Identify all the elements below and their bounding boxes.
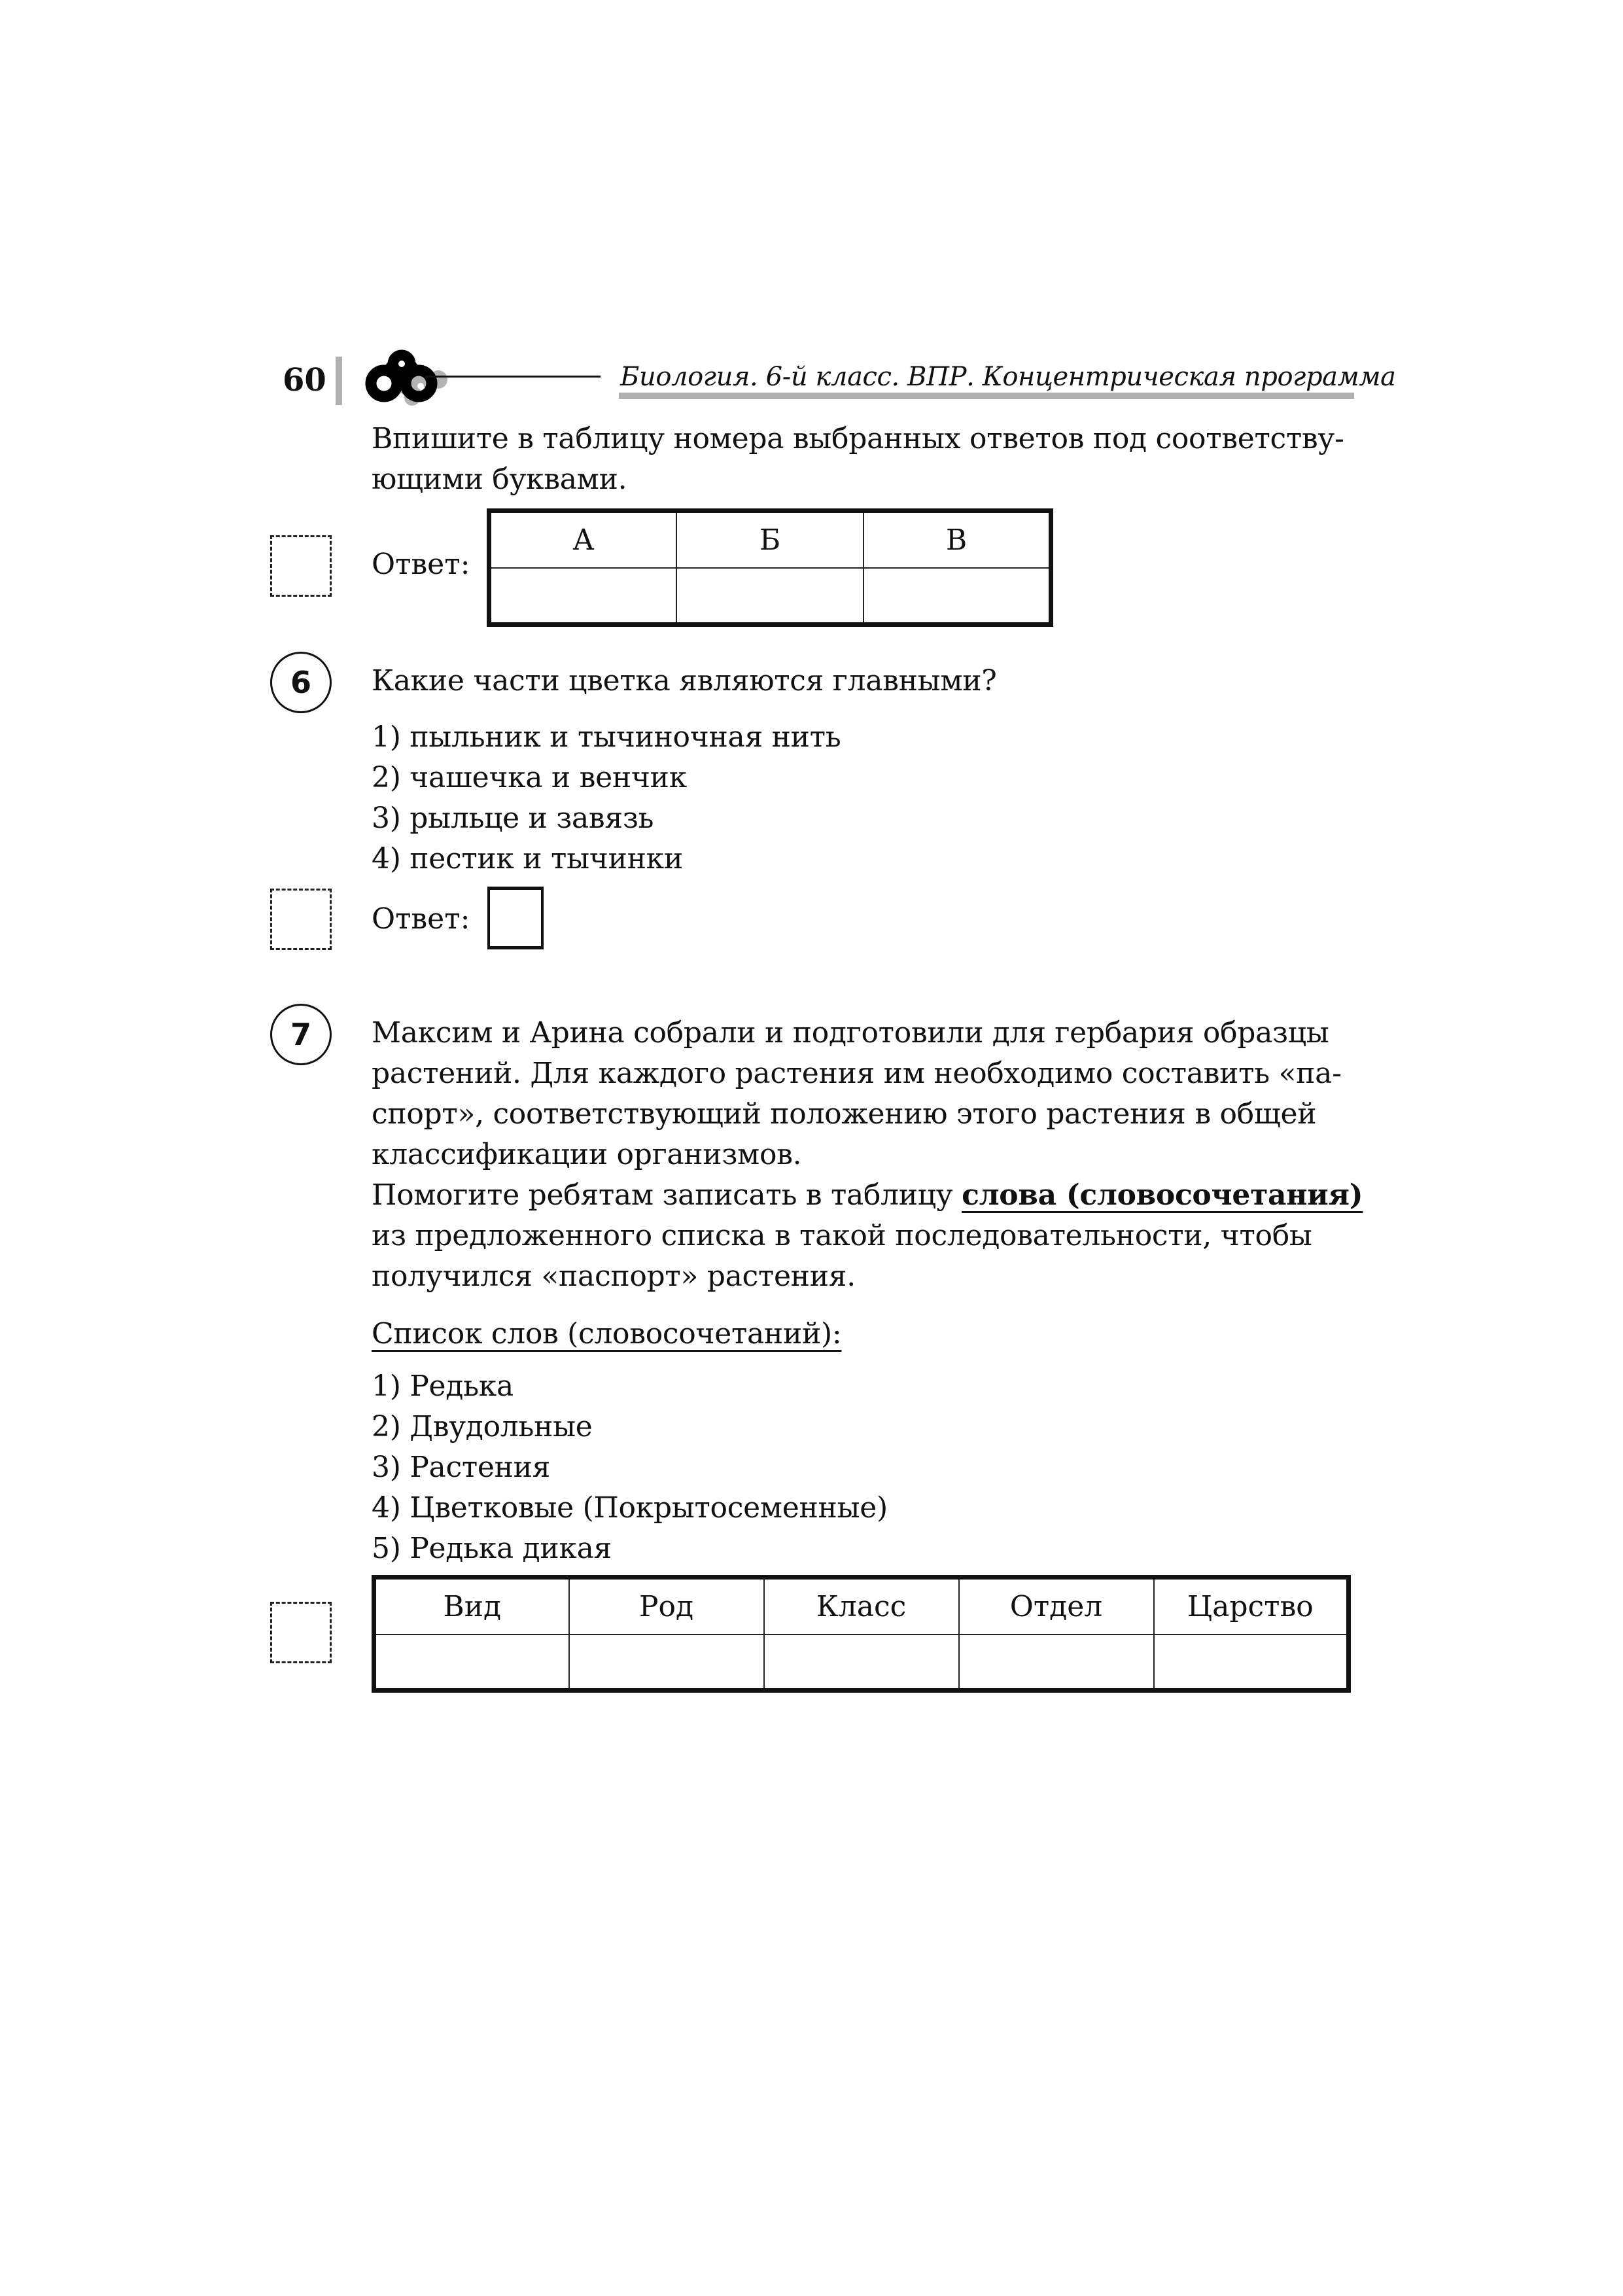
task5-header-b: Б xyxy=(676,511,864,568)
task6-number-badge xyxy=(270,652,332,713)
task6-option-1: 1) пыльник и тычиночная нить xyxy=(372,720,841,754)
task7-instruction-line-3: получился «паспорт» растения. xyxy=(372,1260,856,1293)
task7-list-item-4: 4) Цветковые (Покрытосеменные) xyxy=(372,1491,888,1525)
task6-answer-box[interactable] xyxy=(487,887,544,949)
task7-header-kingdom: Царство xyxy=(1154,1578,1349,1634)
task7-instruction-line-1 xyxy=(372,1175,1363,1216)
task7-paragraph-line-4: классификации организмов. xyxy=(372,1138,802,1171)
task7-instruction-emphasis: слова (словосочетания) xyxy=(962,1178,1363,1212)
task7-list-item-3: 3) Растения xyxy=(372,1451,551,1484)
task7-list-item-2: 2) Двудольные xyxy=(372,1410,593,1443)
task7-instruction-line-2: из предложенного списка в такой последовательности, чтобы xyxy=(372,1219,1312,1252)
task7-answer-cell-division[interactable] xyxy=(959,1634,1154,1691)
task5-header-a: А xyxy=(489,511,676,568)
task7-paragraph-line-2: растений. Для каждого растения им необходимо составить «па- xyxy=(372,1057,1342,1090)
task5-answer-label: Ответ: xyxy=(372,548,470,581)
task5-header-v: В xyxy=(864,511,1051,568)
task7-answer-table xyxy=(372,1575,1351,1693)
task6-option-3: 3) рыльце и завязь xyxy=(372,802,654,835)
task6-answer-label: Ответ: xyxy=(372,902,470,936)
running-header-title: Биология. 6-й класс. ВПР. Концентрическая программа xyxy=(620,362,1396,392)
task7-header-genus: Род xyxy=(569,1578,764,1634)
task5-answer-cell-a[interactable] xyxy=(489,568,676,625)
task7-paragraph-line-1: Максим и Арина собрали и подготовили для гербария образцы xyxy=(372,1016,1329,1050)
task6-option-4: 4) пестик и тычинки xyxy=(372,842,683,875)
page-number: 60 xyxy=(283,362,326,398)
task7-header-class: Класс xyxy=(764,1578,959,1634)
task7-header-division: Отдел xyxy=(959,1578,1154,1634)
task7-score-box[interactable] xyxy=(270,1602,332,1663)
task7-number: 7 xyxy=(290,1017,311,1052)
task7-list-item-5: 5) Редька дикая xyxy=(372,1532,612,1565)
header-rule xyxy=(425,376,601,378)
task5-instruction-line-2: ющими буквами. xyxy=(372,463,627,496)
task7-list-title: Список слов (словосочетаний): xyxy=(372,1317,842,1351)
task6-option-2: 2) чашечка и венчик xyxy=(372,761,687,794)
header-divider-bar xyxy=(336,357,342,405)
header-underline xyxy=(619,393,1354,399)
task5-answer-cell-v[interactable] xyxy=(864,568,1051,625)
task7-answer-cell-species[interactable] xyxy=(374,1634,569,1691)
task5-score-box[interactable] xyxy=(270,535,332,597)
task7-number-badge xyxy=(270,1004,332,1065)
task5-answer-cell-b[interactable] xyxy=(676,568,864,625)
task7-header-species: Вид xyxy=(374,1578,569,1634)
task7-instruction-prefix: Помогите ребятам записать в таблицу xyxy=(372,1178,962,1212)
task5-instruction-line-1: Впишите в таблицу номера выбранных ответов под соответству- xyxy=(372,422,1344,455)
task7-answer-cell-genus[interactable] xyxy=(569,1634,764,1691)
task5-answer-table xyxy=(487,508,1053,627)
task6-question: Какие части цветка являются главными? xyxy=(372,664,997,698)
task7-answer-cell-class[interactable] xyxy=(764,1634,959,1691)
task7-paragraph-line-3: спорт», соответствующий положению этого растения в общей xyxy=(372,1097,1317,1131)
task6-score-box[interactable] xyxy=(270,889,332,950)
publisher-logo-icon xyxy=(361,347,453,412)
task6-number: 6 xyxy=(290,665,311,700)
task7-list-item-1: 1) Редька xyxy=(372,1369,514,1403)
task7-answer-cell-kingdom[interactable] xyxy=(1154,1634,1349,1691)
